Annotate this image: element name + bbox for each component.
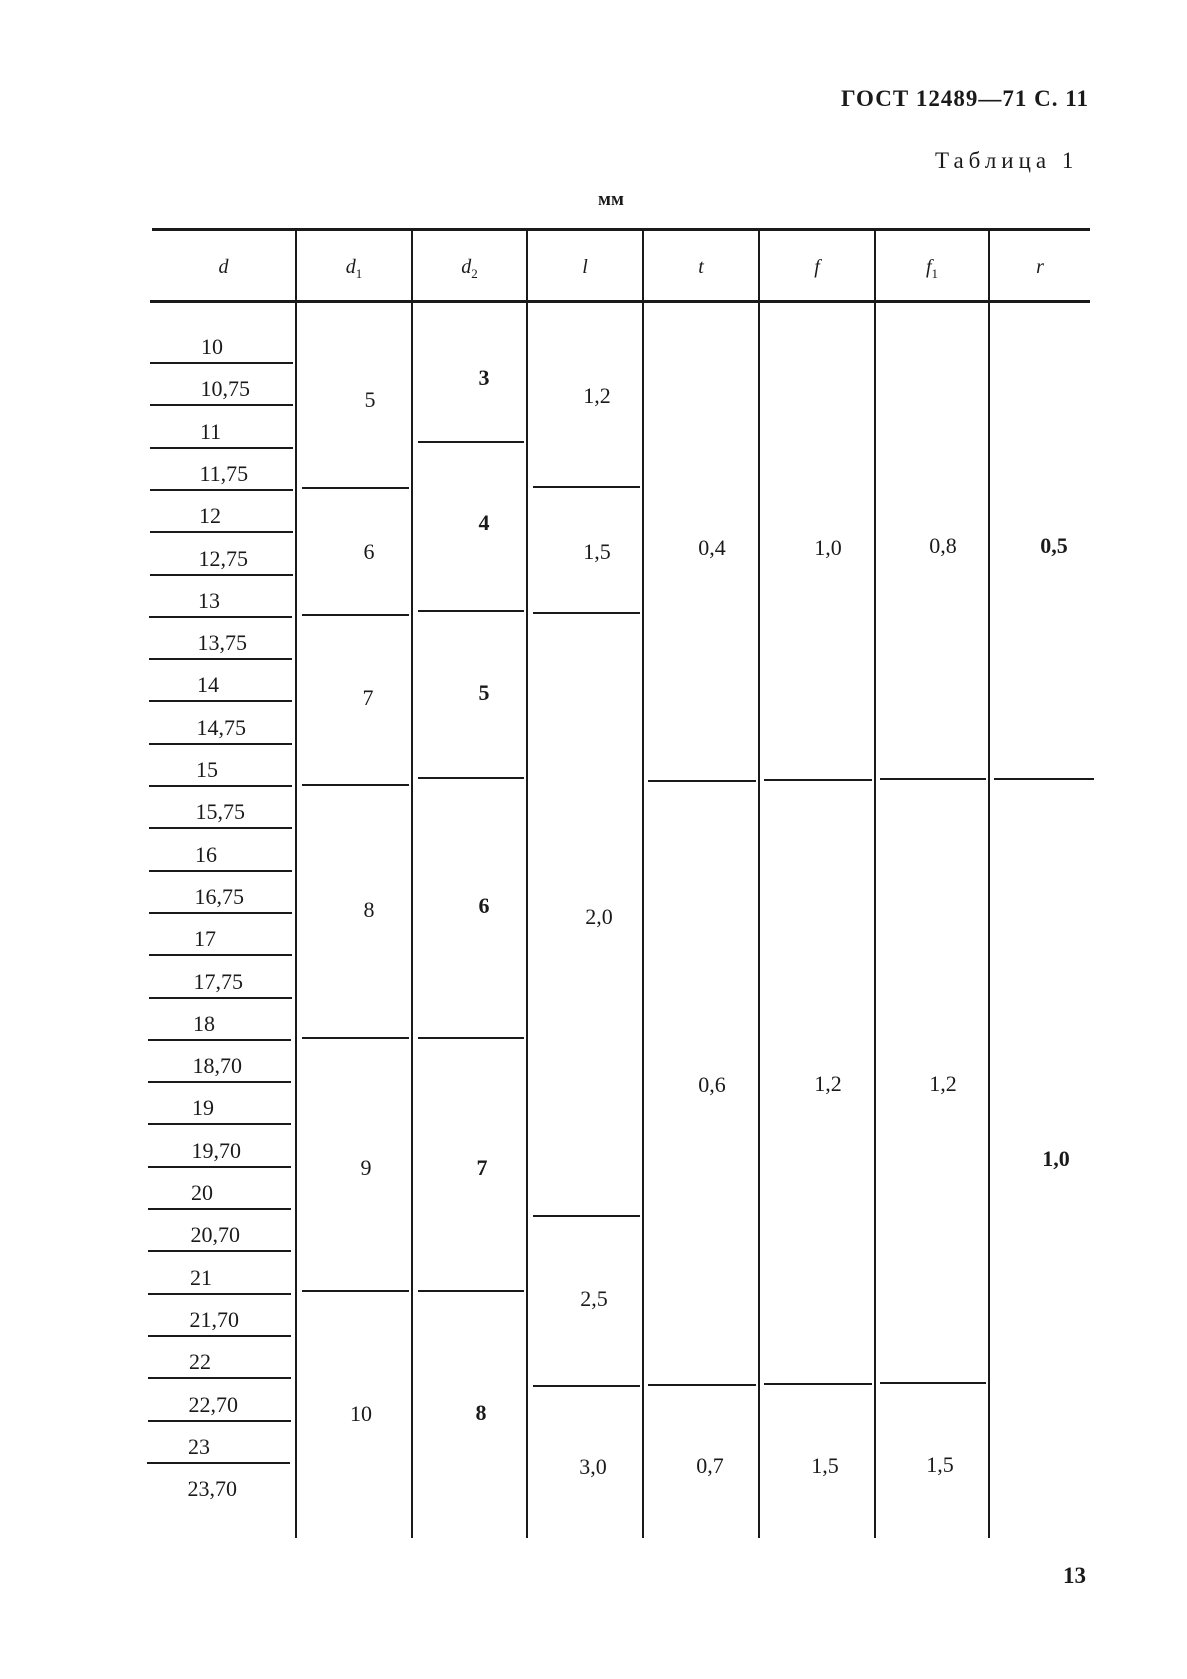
d-value: 14	[197, 672, 219, 698]
t-cell: 0,4	[698, 535, 726, 560]
d-value: 18	[193, 1010, 215, 1036]
group-separator	[648, 1384, 756, 1386]
group-separator	[302, 487, 409, 489]
f1-cell: 1,2	[929, 1071, 957, 1096]
row-separator	[148, 1293, 291, 1295]
group-separator	[533, 612, 640, 614]
column-header-f: f	[814, 256, 820, 278]
group-separator	[764, 779, 872, 781]
table-title: Таблица 1	[935, 148, 1079, 173]
group-separator	[418, 610, 524, 612]
column-divider	[988, 228, 990, 1538]
f-cell: 1,0	[814, 535, 842, 560]
row-separator	[149, 743, 292, 745]
column-header-r: r	[1036, 256, 1044, 278]
d-value: 21	[190, 1264, 212, 1290]
group-separator	[533, 1385, 640, 1387]
row-separator	[149, 997, 292, 999]
f1-cell: 0,8	[929, 533, 957, 558]
row-separator	[148, 1377, 291, 1379]
d-value: 17	[194, 926, 216, 952]
row-separator	[150, 362, 293, 364]
d2-cell: 3	[478, 365, 490, 390]
group-separator	[533, 486, 640, 488]
t-cell: 0,7	[696, 1453, 724, 1478]
group-separator	[418, 777, 524, 779]
row-separator	[148, 1123, 291, 1125]
l-cell: 3,0	[579, 1454, 607, 1479]
group-separator	[764, 1383, 872, 1385]
d2-cell: 7	[476, 1155, 488, 1180]
d2-cell: 8	[475, 1400, 487, 1425]
group-separator	[418, 441, 524, 443]
d-value: 12,75	[198, 545, 248, 571]
row-separator	[150, 447, 293, 449]
row-separator	[147, 1462, 290, 1464]
d-value: 23,70	[187, 1476, 237, 1502]
d-value: 11	[200, 418, 222, 444]
column-divider	[411, 228, 413, 1538]
d-value: 17,75	[193, 968, 243, 994]
row-separator	[149, 870, 292, 872]
group-separator	[418, 1037, 524, 1039]
d-value: 10	[201, 334, 223, 359]
group-separator	[648, 780, 756, 782]
f-cell: 1,5	[811, 1453, 839, 1478]
d1-cell: 5	[364, 387, 376, 412]
d-value: 20,70	[190, 1222, 240, 1248]
row-separator	[149, 785, 292, 787]
r-cell: 0,5	[1040, 533, 1068, 558]
d-value: 22,70	[188, 1391, 238, 1417]
d1-cell: 10	[350, 1401, 372, 1426]
column-header-t: t	[698, 256, 704, 278]
d-value: 15,75	[195, 799, 245, 825]
l-cell: 2,5	[580, 1286, 608, 1311]
row-separator	[148, 1081, 291, 1083]
t-cell: 0,6	[698, 1072, 726, 1097]
row-separator	[148, 1420, 291, 1422]
d1-cell: 8	[363, 897, 375, 922]
d-value: 16	[195, 841, 217, 867]
row-separator	[148, 1208, 291, 1210]
d-value: 18,70	[192, 1053, 242, 1079]
row-separator	[148, 1166, 291, 1168]
column-divider	[874, 228, 876, 1538]
column-divider	[758, 228, 760, 1538]
row-separator	[149, 954, 292, 956]
d1-cell: 6	[363, 539, 375, 564]
row-separator	[149, 912, 292, 914]
column-header-f1: $f_1$	[925, 256, 939, 281]
column-divider	[526, 228, 528, 1538]
d-value: 21,70	[189, 1306, 239, 1332]
group-separator	[302, 614, 409, 616]
row-separator	[149, 616, 292, 618]
l-cell: 2,0	[585, 904, 613, 929]
table-top-rule	[152, 228, 1090, 231]
column-header-l: l	[582, 256, 588, 278]
document-header: ГОСТ 12489—71 С. 11	[841, 86, 1090, 111]
d-value: 20	[191, 1180, 213, 1205]
row-separator	[150, 531, 293, 533]
r-cell: 1,0	[1042, 1146, 1070, 1171]
d2-cell: 4	[478, 510, 490, 535]
d-value: 11,75	[199, 460, 249, 486]
d-value: 13,75	[197, 630, 247, 656]
d1-cell: 7	[362, 685, 374, 710]
l-cell: 1,2	[583, 383, 611, 408]
d-value: 14,75	[196, 714, 246, 740]
column-header-d2: $d_2$	[461, 256, 478, 281]
row-separator	[150, 404, 293, 406]
column-divider	[295, 228, 297, 1538]
d1-cell: 9	[360, 1155, 372, 1180]
group-separator	[302, 784, 409, 786]
d-value: 22	[189, 1349, 211, 1375]
row-separator	[150, 489, 293, 491]
group-separator	[302, 1290, 409, 1292]
group-separator	[533, 1215, 640, 1217]
group-separator	[302, 1037, 409, 1039]
header-bottom-rule	[150, 300, 1090, 303]
row-separator	[148, 1250, 291, 1252]
column-header-d1: $d_1$	[345, 256, 363, 281]
f1-cell: 1,5	[926, 1452, 954, 1477]
d2-cell: 6	[478, 893, 490, 918]
group-separator	[994, 778, 1094, 780]
row-separator	[150, 574, 293, 576]
d-value: 16,75	[194, 883, 244, 909]
f-cell: 1,2	[814, 1071, 842, 1096]
row-separator	[149, 827, 292, 829]
d-value: 12	[199, 503, 221, 529]
d-value: 19	[192, 1095, 214, 1121]
unit-label: мм	[598, 189, 624, 210]
d-value: 19,70	[191, 1137, 241, 1163]
group-separator	[418, 1290, 524, 1292]
d-value: 13	[198, 587, 220, 613]
row-separator	[149, 700, 292, 702]
d-value: 15	[196, 757, 218, 782]
row-separator	[148, 1335, 291, 1337]
d-value: 23	[188, 1433, 210, 1459]
column-divider	[642, 228, 644, 1538]
column-header-d: d	[218, 256, 229, 278]
group-separator	[880, 1382, 986, 1384]
group-separator	[880, 778, 986, 780]
page-number: 13	[1063, 1563, 1086, 1588]
row-separator	[149, 658, 292, 660]
row-separator	[148, 1039, 291, 1041]
d-value: 10,75	[200, 376, 250, 402]
l-cell: 1,5	[583, 539, 611, 564]
d2-cell: 5	[478, 680, 490, 705]
